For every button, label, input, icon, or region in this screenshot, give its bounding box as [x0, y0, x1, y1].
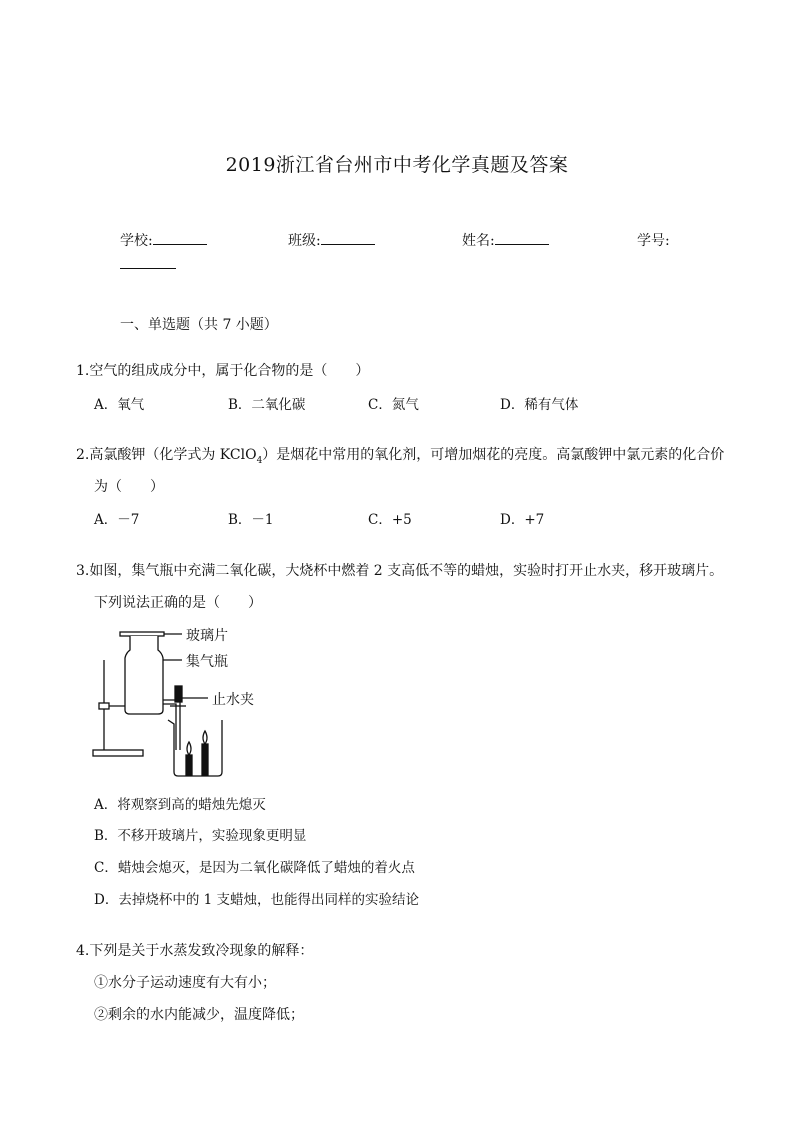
q2-stem-before: 2.高氯酸钾（化学式为 KClO — [76, 447, 257, 463]
high-candle — [202, 744, 208, 775]
id-label: 学号: — [637, 233, 670, 249]
stop-clamp — [175, 686, 182, 702]
gas-jar — [125, 636, 163, 714]
q3-option-b: B．不移开玻璃片，实验现象更明显 — [94, 828, 307, 844]
q2-option-a: A．－7 — [94, 512, 140, 528]
class-blank — [321, 230, 375, 245]
q1-option-a: A．氧气 — [94, 397, 145, 413]
q2-stem-line2: 为（ ） — [94, 479, 164, 495]
label-glass-plate: 玻璃片 — [186, 628, 228, 644]
q3-option-c: C．蜡烛会熄灭，是因为二氧化碳降低了蜡烛的着火点 — [94, 860, 415, 876]
q4-item-2: ②剩余的水内能减少，温度降低； — [94, 1007, 304, 1023]
q2-stem — [76, 444, 724, 466]
q1-option-d: D．稀有气体 — [500, 397, 579, 413]
school-label: 学校: — [120, 233, 153, 249]
class-label: 班级: — [288, 233, 321, 249]
name-label: 姓名: — [462, 233, 495, 249]
id-blank-line — [120, 254, 176, 273]
section-heading: 一、单选题（共 7 小题） — [120, 317, 278, 333]
high-candle-flame — [203, 731, 207, 744]
q2-formula-subscript: 4 — [256, 455, 263, 466]
q3-stem-line1: 3.如图，集气瓶中充满二氧化碳，大烧杯中燃着 2 支高低不等的蜡烛，实验时打开止水夹，移开玻璃片。 — [76, 563, 724, 579]
school-blank — [153, 230, 207, 245]
low-candle — [186, 755, 192, 775]
name-field — [462, 230, 549, 250]
q3-option-d: D．去掉烧杯中的 1 支蜡烛，也能得出同样的实验结论 — [94, 892, 419, 908]
id-field — [637, 230, 670, 250]
label-gas-jar: 集气瓶 — [186, 654, 228, 670]
q4-item-1: ①水分子运动速度有大有小； — [94, 975, 276, 991]
q2-stem-after: ）是烟花中常用的氧化剂，可增加烟花的亮度。高氯酸钾中氯元素的化合价 — [262, 447, 725, 463]
clamp-holder — [99, 703, 109, 709]
q3-stem-line2: 下列说法正确的是（ ） — [94, 595, 262, 611]
q2-option-b: B．－1 — [228, 512, 274, 528]
q3-option-a: A．将观察到高的蜡烛先熄灭 — [94, 797, 266, 813]
class-field — [288, 230, 375, 250]
q1-stem: 1.空气的组成成分中，属于化合物的是（ ） — [76, 363, 370, 379]
school-field — [120, 230, 207, 250]
q2-option-c: C．+5 — [368, 512, 412, 528]
stand-base — [93, 750, 143, 756]
low-candle-flame — [187, 742, 191, 755]
q4-stem: 4.下列是关于水蒸发致冷现象的解释： — [76, 943, 314, 959]
q1-option-b: B．二氧化碳 — [228, 397, 306, 413]
outlet-tube-outer — [163, 700, 180, 750]
name-blank — [495, 230, 549, 245]
label-stop-clamp: 止水夹 — [212, 692, 254, 708]
q1-option-c: C．氮气 — [368, 397, 419, 413]
q2-option-d: D．+7 — [500, 512, 545, 528]
glass-plate — [120, 632, 164, 636]
page-title: 2019浙江省台州市中考化学真题及答案 — [225, 154, 569, 176]
id-blank — [120, 254, 176, 269]
